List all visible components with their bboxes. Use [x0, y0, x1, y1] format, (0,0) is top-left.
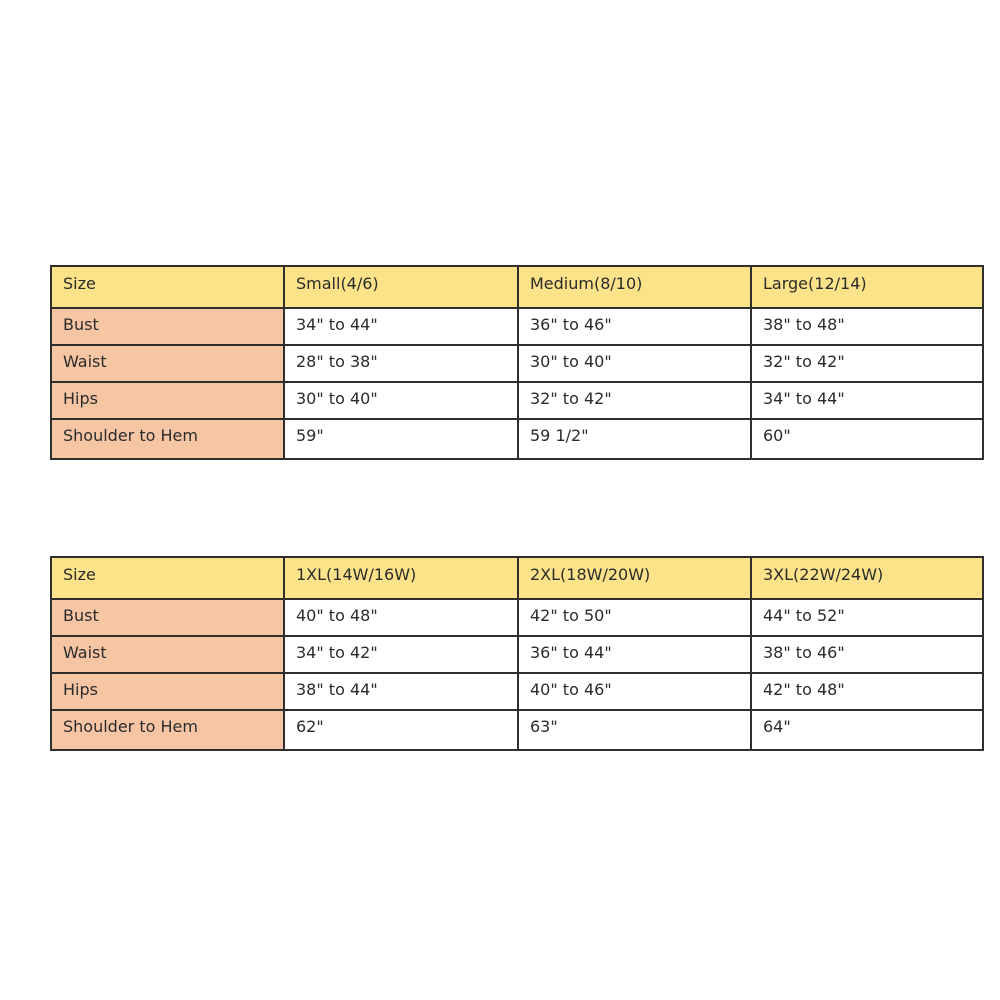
table-cell: 34" to 42" — [284, 636, 518, 673]
table-cell: 63" — [518, 710, 751, 750]
table-cell: 40" to 46" — [518, 673, 751, 710]
row-label-bust: Bust — [51, 308, 284, 345]
table-cell: 60" — [751, 419, 983, 459]
header-cell-3xl: 3XL(22W/24W) — [751, 557, 983, 599]
row-label-hips: Hips — [51, 673, 284, 710]
table-cell: 59 1/2" — [518, 419, 751, 459]
table-cell: 59" — [284, 419, 518, 459]
table-cell: 30" to 40" — [284, 382, 518, 419]
header-cell-medium: Medium(8/10) — [518, 266, 751, 308]
table-row-waist — [51, 345, 983, 382]
row-label-bust: Bust — [51, 599, 284, 636]
table-cell: 38" to 44" — [284, 673, 518, 710]
header-cell-small: Small(4/6) — [284, 266, 518, 308]
table-cell: 32" to 42" — [751, 345, 983, 382]
row-label-waist: Waist — [51, 345, 284, 382]
table-header-row — [51, 266, 983, 308]
size-chart-table-regular — [50, 265, 984, 460]
table-cell: 40" to 48" — [284, 599, 518, 636]
size-chart-table-plus — [50, 556, 984, 751]
header-cell-size: Size — [51, 557, 284, 599]
row-label-waist: Waist — [51, 636, 284, 673]
table-cell: 32" to 42" — [518, 382, 751, 419]
table-cell: 36" to 44" — [518, 636, 751, 673]
table-row-hips — [51, 673, 983, 710]
table-header-row — [51, 557, 983, 599]
table-cell: 30" to 40" — [518, 345, 751, 382]
table-cell: 44" to 52" — [751, 599, 983, 636]
table-cell: 34" to 44" — [751, 382, 983, 419]
table-cell: 64" — [751, 710, 983, 750]
header-cell-size: Size — [51, 266, 284, 308]
table-row-shoulder-to-hem — [51, 419, 983, 459]
table-row-shoulder-to-hem — [51, 710, 983, 750]
header-cell-large: Large(12/14) — [751, 266, 983, 308]
table-row-hips — [51, 382, 983, 419]
table-cell: 38" to 46" — [751, 636, 983, 673]
table-row-bust — [51, 599, 983, 636]
row-label-shoulder-to-hem: Shoulder to Hem — [51, 419, 284, 459]
header-cell-1xl: 1XL(14W/16W) — [284, 557, 518, 599]
table-cell: 28" to 38" — [284, 345, 518, 382]
table-row-bust — [51, 308, 983, 345]
row-label-shoulder-to-hem: Shoulder to Hem — [51, 710, 284, 750]
table-cell: 42" to 48" — [751, 673, 983, 710]
header-cell-2xl: 2XL(18W/20W) — [518, 557, 751, 599]
table-cell: 38" to 48" — [751, 308, 983, 345]
table-row-waist — [51, 636, 983, 673]
table-cell: 62" — [284, 710, 518, 750]
row-label-hips: Hips — [51, 382, 284, 419]
table-cell: 42" to 50" — [518, 599, 751, 636]
table-cell: 34" to 44" — [284, 308, 518, 345]
table-cell: 36" to 46" — [518, 308, 751, 345]
